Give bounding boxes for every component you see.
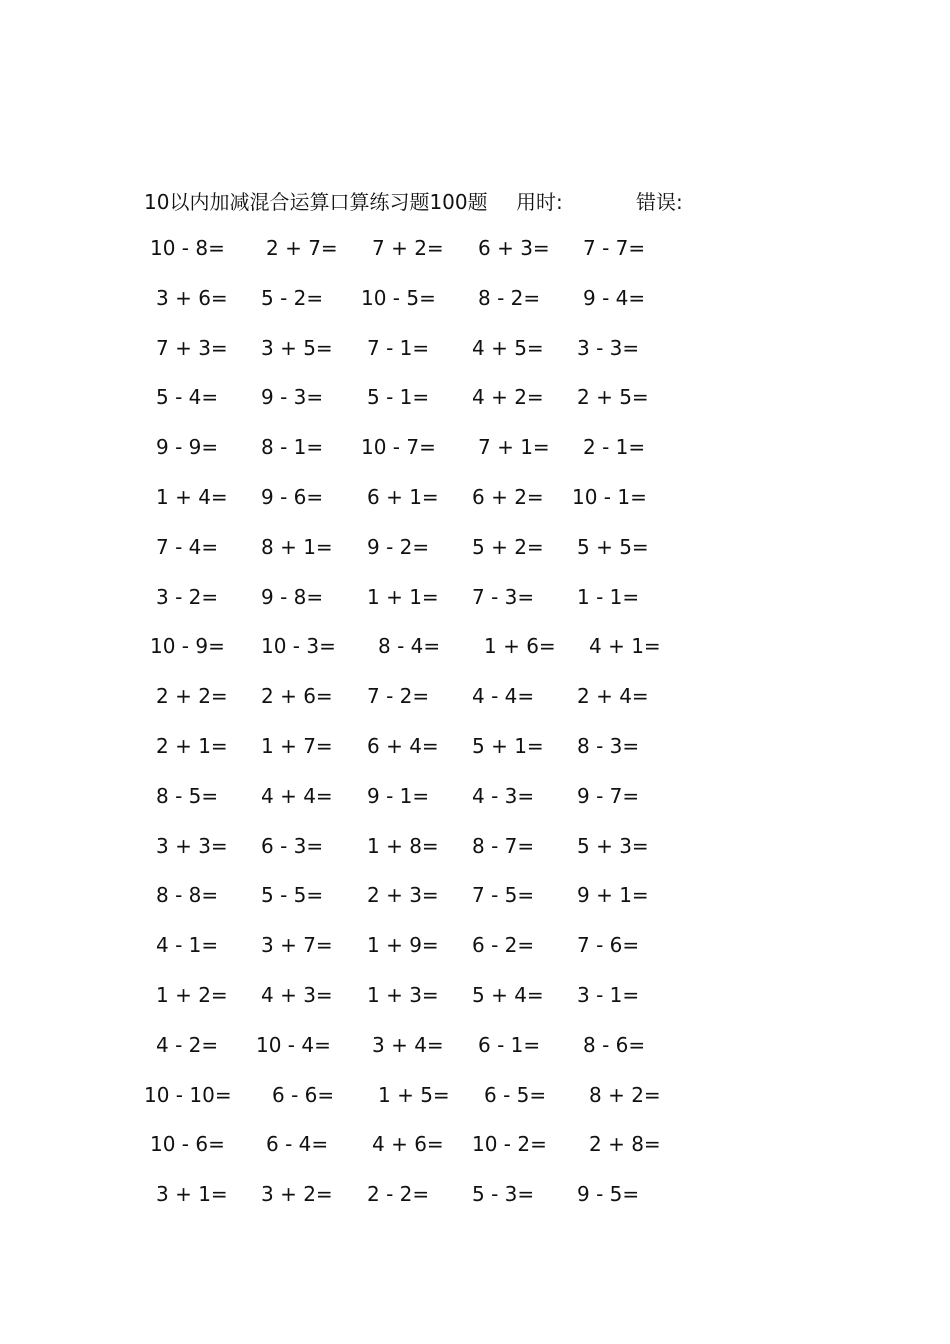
arithmetic-problem: 3 + 4= — [372, 1033, 444, 1057]
arithmetic-problem: 10 - 7= — [361, 435, 436, 459]
arithmetic-problem: 6 + 4= — [367, 734, 439, 758]
arithmetic-problem: 9 - 2= — [367, 535, 430, 559]
arithmetic-problem: 1 + 1= — [367, 585, 439, 609]
arithmetic-problem: 3 + 3= — [156, 834, 228, 858]
time-used-label: 用时: — [516, 190, 563, 214]
arithmetic-problem: 7 - 1= — [367, 336, 430, 360]
arithmetic-problem: 6 - 6= — [272, 1083, 335, 1107]
arithmetic-problem: 7 + 1= — [478, 435, 550, 459]
arithmetic-problem: 5 - 1= — [367, 385, 430, 409]
arithmetic-problem: 4 + 2= — [472, 385, 544, 409]
arithmetic-problem: 6 + 1= — [367, 485, 439, 509]
arithmetic-problem: 8 + 2= — [589, 1083, 661, 1107]
arithmetic-problem: 7 + 2= — [372, 236, 444, 260]
arithmetic-problem: 7 - 3= — [472, 585, 535, 609]
arithmetic-problem: 6 - 2= — [472, 933, 535, 957]
arithmetic-problem: 9 - 5= — [577, 1182, 640, 1206]
arithmetic-problem: 4 - 2= — [156, 1033, 219, 1057]
worksheet-title: 10以内加减混合运算口算练习题100题 — [144, 190, 488, 214]
arithmetic-problem: 7 - 2= — [367, 684, 430, 708]
arithmetic-problem: 2 - 2= — [367, 1182, 430, 1206]
arithmetic-problem: 5 + 5= — [577, 535, 649, 559]
arithmetic-problem: 2 + 3= — [367, 883, 439, 907]
arithmetic-problem: 6 + 2= — [472, 485, 544, 509]
arithmetic-problem: 6 + 3= — [478, 236, 550, 260]
arithmetic-problem: 1 + 3= — [367, 983, 439, 1007]
arithmetic-problem: 10 - 9= — [150, 634, 225, 658]
arithmetic-problem: 9 - 4= — [583, 286, 646, 310]
arithmetic-problem: 4 - 3= — [472, 784, 535, 808]
arithmetic-problem: 9 + 1= — [577, 883, 649, 907]
arithmetic-problem: 10 - 2= — [472, 1132, 547, 1156]
arithmetic-problem: 6 - 4= — [266, 1132, 329, 1156]
arithmetic-problem: 2 + 1= — [156, 734, 228, 758]
arithmetic-problem: 3 + 7= — [261, 933, 333, 957]
arithmetic-problem: 4 - 4= — [472, 684, 535, 708]
arithmetic-problem: 4 + 3= — [261, 983, 333, 1007]
arithmetic-problem: 9 - 6= — [261, 485, 324, 509]
arithmetic-problem: 3 + 5= — [261, 336, 333, 360]
arithmetic-problem: 7 - 6= — [577, 933, 640, 957]
arithmetic-problem: 8 - 5= — [156, 784, 219, 808]
arithmetic-problem: 7 - 4= — [156, 535, 219, 559]
arithmetic-problem: 1 + 2= — [156, 983, 228, 1007]
arithmetic-problem: 8 - 8= — [156, 883, 219, 907]
arithmetic-problem: 1 + 5= — [378, 1083, 450, 1107]
arithmetic-problem: 5 + 4= — [472, 983, 544, 1007]
arithmetic-problem: 4 + 1= — [589, 634, 661, 658]
arithmetic-problem: 8 - 1= — [261, 435, 324, 459]
arithmetic-problem: 2 + 2= — [156, 684, 228, 708]
arithmetic-problem: 9 - 3= — [261, 385, 324, 409]
arithmetic-problem: 1 - 1= — [577, 585, 640, 609]
arithmetic-problem: 5 + 2= — [472, 535, 544, 559]
arithmetic-problem: 10 - 6= — [150, 1132, 225, 1156]
arithmetic-problem: 10 - 3= — [261, 634, 336, 658]
arithmetic-problem: 9 - 9= — [156, 435, 219, 459]
arithmetic-problem: 7 - 7= — [583, 236, 646, 260]
arithmetic-problem: 2 + 7= — [266, 236, 338, 260]
arithmetic-problem: 4 - 1= — [156, 933, 219, 957]
arithmetic-problem: 5 + 1= — [472, 734, 544, 758]
arithmetic-problem: 9 - 1= — [367, 784, 430, 808]
arithmetic-problem: 2 + 5= — [577, 385, 649, 409]
arithmetic-problem: 9 - 8= — [261, 585, 324, 609]
arithmetic-problem: 8 + 1= — [261, 535, 333, 559]
arithmetic-problem: 9 - 7= — [577, 784, 640, 808]
arithmetic-problem: 4 + 6= — [372, 1132, 444, 1156]
arithmetic-problem: 5 - 5= — [261, 883, 324, 907]
arithmetic-problem: 6 - 5= — [484, 1083, 547, 1107]
arithmetic-problem: 2 + 6= — [261, 684, 333, 708]
arithmetic-problem: 5 - 4= — [156, 385, 219, 409]
arithmetic-problem: 8 - 6= — [583, 1033, 646, 1057]
arithmetic-problem: 7 - 5= — [472, 883, 535, 907]
arithmetic-problem: 10 - 5= — [361, 286, 436, 310]
arithmetic-problem: 8 - 4= — [378, 634, 441, 658]
arithmetic-problem: 1 + 7= — [261, 734, 333, 758]
arithmetic-problem: 1 + 9= — [367, 933, 439, 957]
arithmetic-problem: 2 + 4= — [577, 684, 649, 708]
arithmetic-problem: 5 - 3= — [472, 1182, 535, 1206]
arithmetic-problem: 10 - 4= — [256, 1033, 331, 1057]
arithmetic-problem: 2 - 1= — [583, 435, 646, 459]
arithmetic-problem: 1 + 4= — [156, 485, 228, 509]
arithmetic-problem: 7 + 3= — [156, 336, 228, 360]
arithmetic-problem: 6 - 1= — [478, 1033, 541, 1057]
arithmetic-problem: 3 - 2= — [156, 585, 219, 609]
arithmetic-problem: 8 - 3= — [577, 734, 640, 758]
arithmetic-problem: 3 + 2= — [261, 1182, 333, 1206]
arithmetic-problem: 10 - 8= — [150, 236, 225, 260]
arithmetic-problem: 5 + 3= — [577, 834, 649, 858]
arithmetic-problem: 4 + 5= — [472, 336, 544, 360]
arithmetic-problem: 10 - 10= — [144, 1083, 232, 1107]
arithmetic-problem: 3 + 1= — [156, 1182, 228, 1206]
errors-label: 错误: — [636, 190, 683, 214]
arithmetic-problem: 8 - 2= — [478, 286, 541, 310]
arithmetic-problem: 6 - 3= — [261, 834, 324, 858]
arithmetic-problem: 3 - 1= — [577, 983, 640, 1007]
arithmetic-problem: 10 - 1= — [572, 485, 647, 509]
arithmetic-problem: 1 + 8= — [367, 834, 439, 858]
arithmetic-problem: 3 + 6= — [156, 286, 228, 310]
arithmetic-problem: 1 + 6= — [484, 634, 556, 658]
arithmetic-problem: 8 - 7= — [472, 834, 535, 858]
arithmetic-problem: 4 + 4= — [261, 784, 333, 808]
arithmetic-problem: 5 - 2= — [261, 286, 324, 310]
arithmetic-problem: 3 - 3= — [577, 336, 640, 360]
arithmetic-problem: 2 + 8= — [589, 1132, 661, 1156]
